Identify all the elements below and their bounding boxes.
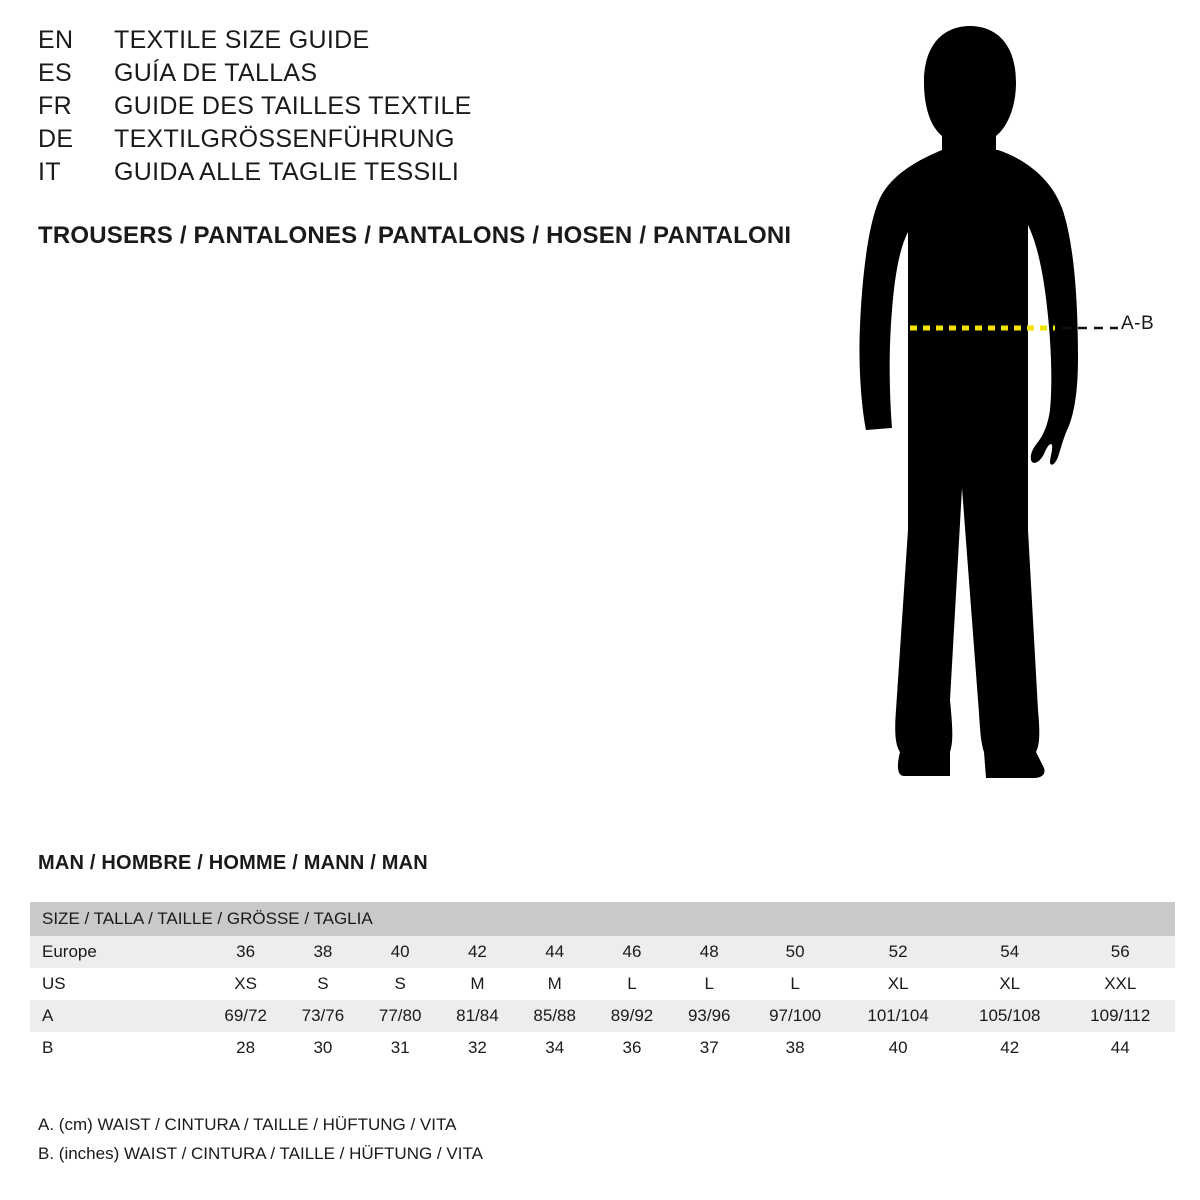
language-row <box>38 158 798 191</box>
footnote-a: A. (cm) WAIST / CINTURA / TAILLE / HÜFTUNG / VITA <box>38 1115 457 1134</box>
table-section-title: MAN / HOMBRE / HOMME / MANN / MAN <box>38 852 428 874</box>
table-cell: 69/72 <box>207 1000 284 1032</box>
table-cell: XL <box>954 968 1066 1000</box>
table-cell: 105/108 <box>954 1000 1066 1032</box>
table-cell: 93/96 <box>671 1000 748 1032</box>
row-label: A <box>30 1000 207 1032</box>
table-cell: 89/92 <box>593 1000 670 1032</box>
table-cell: 50 <box>748 936 842 968</box>
table-cell: 52 <box>842 936 954 968</box>
table-cell: 109/112 <box>1066 1000 1175 1032</box>
table-cell: 37 <box>671 1032 748 1064</box>
table-cell: 38 <box>284 936 361 968</box>
language-title: GUÍA DE TALLAS <box>114 59 318 87</box>
table-cell: L <box>593 968 670 1000</box>
table-cell: L <box>671 968 748 1000</box>
table-cell: 38 <box>748 1032 842 1064</box>
table-row <box>30 936 1175 968</box>
table-cell: S <box>284 968 361 1000</box>
language-code: DE <box>38 125 74 153</box>
garment-type-line: TROUSERS / PANTALONES / PANTALONS / HOSEN / PANTALONI <box>38 222 792 249</box>
table-cell: 42 <box>954 1032 1066 1064</box>
language-code: FR <box>38 92 72 120</box>
language-row <box>38 125 798 158</box>
row-label: US <box>30 968 207 1000</box>
table-cell: 54 <box>954 936 1066 968</box>
table-cell: 44 <box>516 936 593 968</box>
table-cell: 30 <box>284 1032 361 1064</box>
language-code: EN <box>38 26 74 54</box>
language-code: ES <box>38 59 72 87</box>
language-row <box>38 59 798 92</box>
table-row <box>30 1032 1175 1064</box>
table-cell: 77/80 <box>362 1000 439 1032</box>
table-cell: 97/100 <box>748 1000 842 1032</box>
language-title: GUIDE DES TAILLES TEXTILE <box>114 92 472 120</box>
table-cell: 44 <box>1066 1032 1175 1064</box>
language-title: TEXTILE SIZE GUIDE <box>114 26 370 54</box>
table-cell: XS <box>207 968 284 1000</box>
table-row <box>30 968 1175 1000</box>
row-label: B <box>30 1032 207 1064</box>
table-cell: 81/84 <box>439 1000 516 1032</box>
table-cell: 36 <box>207 936 284 968</box>
table-cell: 73/76 <box>284 1000 361 1032</box>
table-cell: 101/104 <box>842 1000 954 1032</box>
size-table <box>30 902 1175 1064</box>
table-cell: XL <box>842 968 954 1000</box>
table-cell: S <box>362 968 439 1000</box>
table-cell: 40 <box>842 1032 954 1064</box>
table-cell: 32 <box>439 1032 516 1064</box>
table-header-label: SIZE / TALLA / TAILLE / GRÖSSE / TAGLIA <box>30 902 1175 936</box>
table-header-row <box>30 902 1175 936</box>
language-header-block <box>38 26 798 191</box>
row-label: Europe <box>30 936 207 968</box>
table-cell: 31 <box>362 1032 439 1064</box>
language-title: GUIDA ALLE TAGLIE TESSILI <box>114 158 460 186</box>
table-row <box>30 1000 1175 1032</box>
language-row <box>38 92 798 125</box>
table-cell: 85/88 <box>516 1000 593 1032</box>
footnotes-block <box>38 1110 483 1168</box>
table-cell: M <box>439 968 516 1000</box>
table-cell: XXL <box>1066 968 1175 1000</box>
footnote-b: B. (inches) WAIST / CINTURA / TAILLE / HÜFTUNG / VITA <box>38 1144 483 1163</box>
male-silhouette-figure <box>800 10 1200 800</box>
table-cell: 36 <box>593 1032 670 1064</box>
table-cell: 56 <box>1066 936 1175 968</box>
table-cell: 34 <box>516 1032 593 1064</box>
table-cell: L <box>748 968 842 1000</box>
table-cell: 48 <box>671 936 748 968</box>
table-cell: 46 <box>593 936 670 968</box>
waist-measure-label: A-B <box>1121 313 1155 334</box>
table-cell: 28 <box>207 1032 284 1064</box>
table-cell: 40 <box>362 936 439 968</box>
language-code: IT <box>38 158 61 186</box>
table-cell: M <box>516 968 593 1000</box>
language-title: TEXTILGRÖSSENFÜHRUNG <box>114 125 455 153</box>
language-row <box>38 26 798 59</box>
table-cell: 42 <box>439 936 516 968</box>
